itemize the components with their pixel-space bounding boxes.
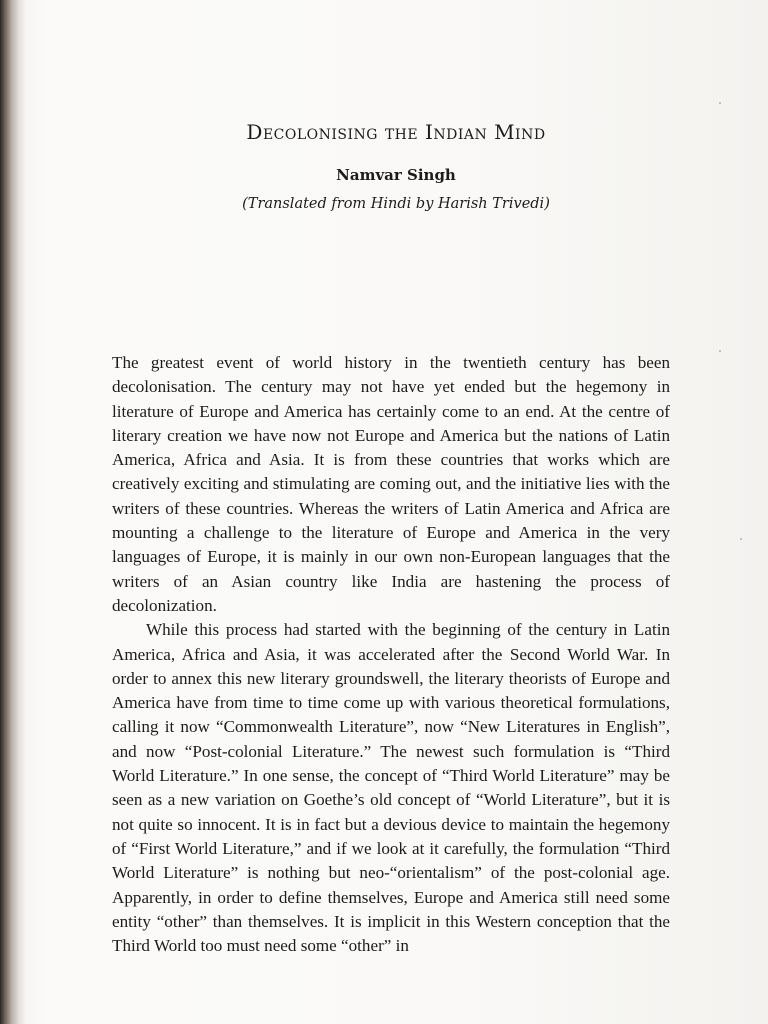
paragraph-1: The greatest event of world history in the twentieth century has been decolonisation. The century may not have yet ended but the hegemony in literature of Europe and America has certainly come to an end. At the centre of literary creation we have now not Europe and America but the nations of Latin America, Africa and Asia. It is from these countries that works which are creatively exciting and stimulating are coming out, and the initiative lies with the writers of these countries. Whereas the writers of Latin America and Africa are mounting a challenge to the literature of Europe and America in the very languages of Europe, it is mainly in our own non-European languages that the writers of an Asian country like India are hastening the process of decolonization. [112,353,670,615]
paragraph-2: While this process had started with the beginning of the century in Latin America, Africa and Asia, it was accelerated after the Second World War. In order to annex this new literary groundswell, the literary theorists of Europe and America have from time to time come up with various theoretical formulations, calling it now “Commonwealth Literature”, now “New Literatures in English”, and now “Post-colonial Literature.” The newest such formulation is “Third World Literature.” In one sense, the concept of “Third World Literature” may be seen as a new variation on Goethe’s old concept of “World Literature”, but it is not quite so innocent. It is in fact but a devious device to maintain the hegemony of “First World Literature,” and if we look at it carefully, the formulation “Third World Literature” is nothing but neo-“orientalism” of the post-colonial age. Apparently, in order to define themselves, Europe and America still need some entity “other” than themselves. It is implicit in this Western conception that the Third World too must need some “other” in [112,620,670,956]
paper-speck [740,538,742,540]
author-name: Namvar Singh [336,166,456,184]
paper-speck [719,350,721,352]
translator-note: (Translated from Hindi by Harish Trivedi) [242,196,550,212]
body-text [112,351,670,958]
page-binding-shadow [0,0,26,1024]
paper-speck [719,102,721,104]
chapter-title: Decolonising the Indian Mind [246,120,546,144]
